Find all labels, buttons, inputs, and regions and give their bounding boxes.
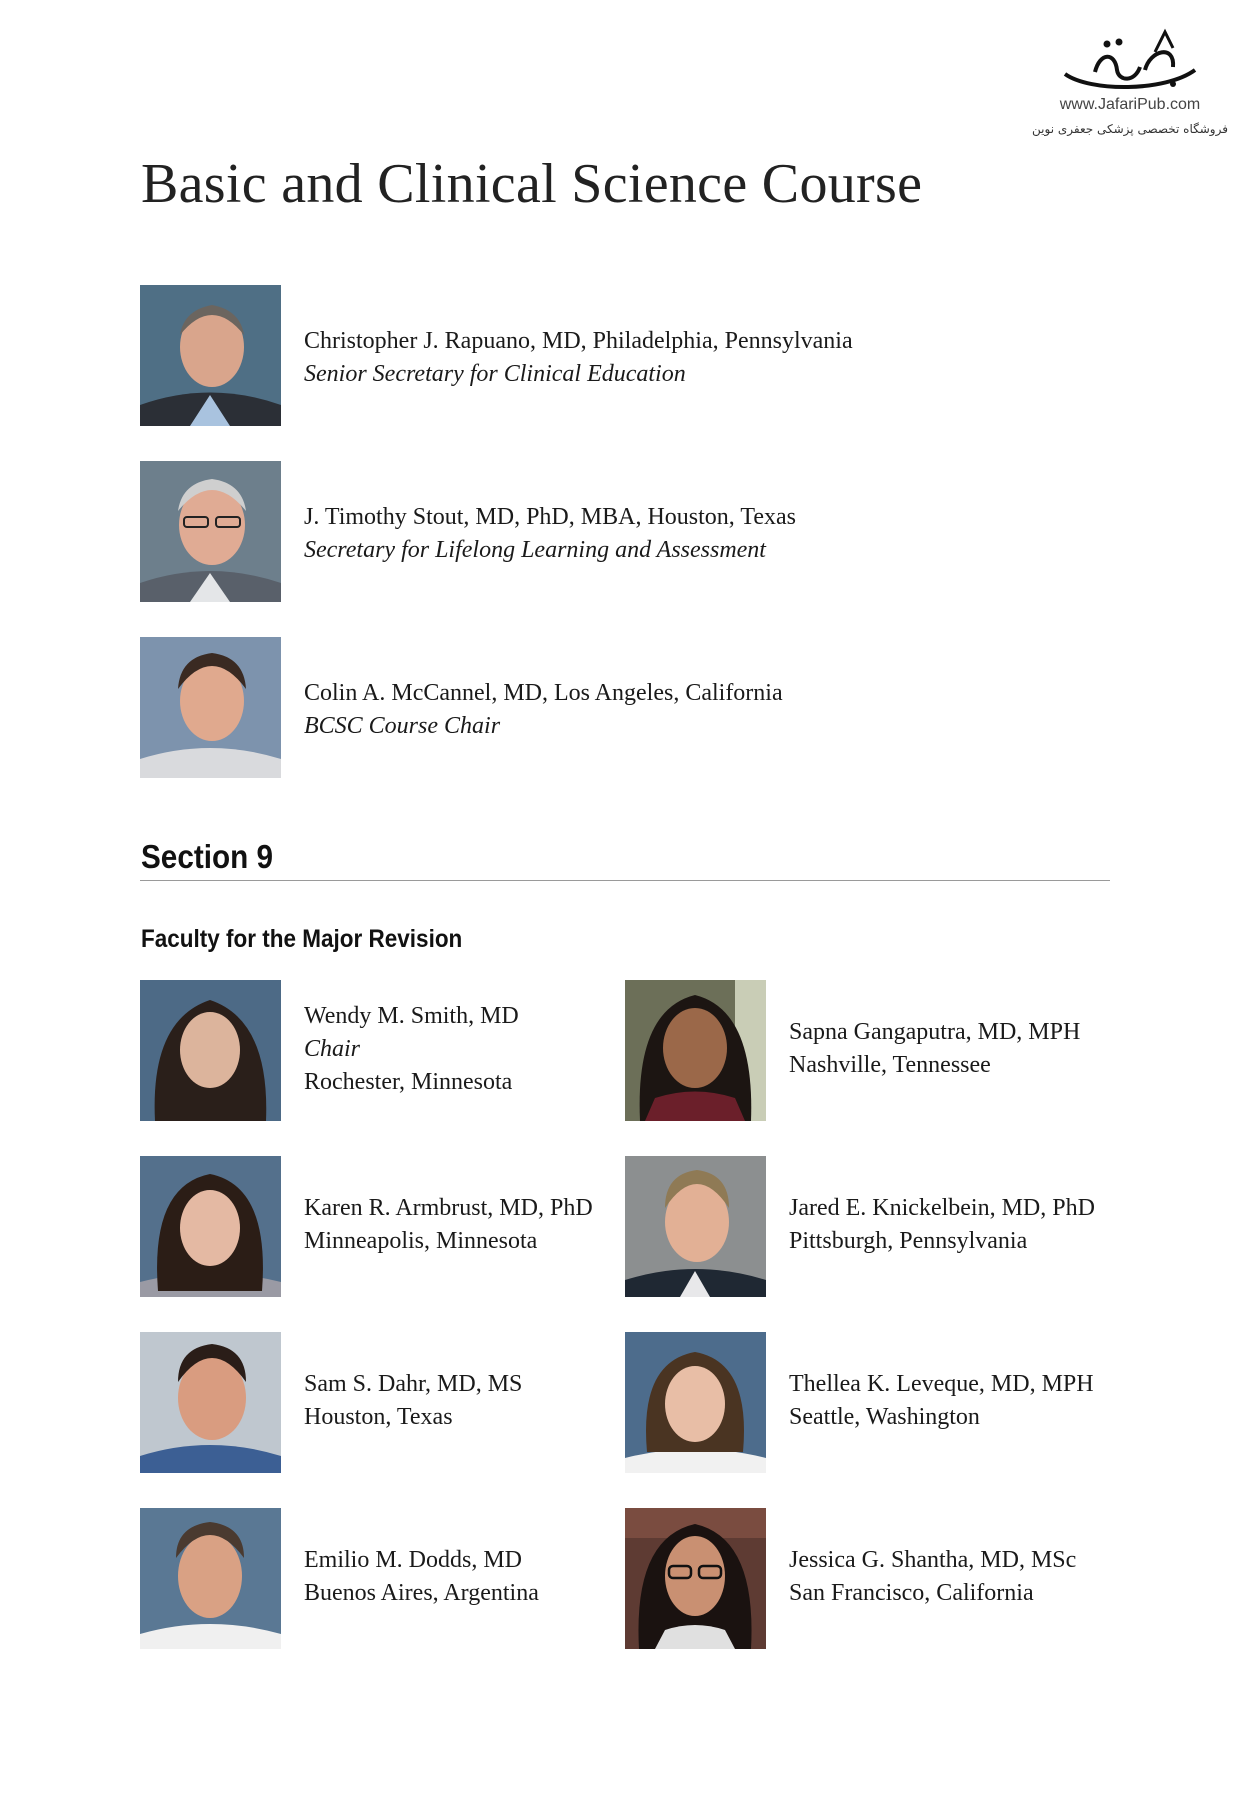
page-title: Basic and Clinical Science Course <box>141 153 923 215</box>
faculty-entry <box>625 1508 1115 1649</box>
leader-name: Colin A. McCannel, MD, Los Angeles, California <box>304 680 783 706</box>
leader-role: Senior Secretary for Clinical Education <box>304 361 686 387</box>
faculty-entry <box>625 1156 1115 1297</box>
faculty-role: Chair <box>304 1036 361 1062</box>
portrait-photo <box>140 285 281 426</box>
faculty-info <box>789 1368 1094 1434</box>
leader-role: Secretary for Lifelong Learning and Assessment <box>304 537 766 563</box>
faculty-info <box>304 1192 593 1258</box>
portrait-photo <box>140 1332 281 1473</box>
faculty-location: Houston, Texas <box>304 1404 453 1430</box>
faculty-location: Minneapolis, Minnesota <box>304 1228 538 1254</box>
faculty-location: Rochester, Minnesota <box>304 1069 513 1095</box>
section-heading: Section 9 <box>141 838 274 875</box>
faculty-name: Jared E. Knickelbein, MD, PhD <box>789 1195 1095 1221</box>
logo-url: www.JafariPub.com <box>1059 96 1201 113</box>
portrait-photo <box>625 980 766 1121</box>
faculty-location: San Francisco, California <box>789 1580 1034 1606</box>
faculty-info <box>789 1016 1080 1082</box>
leader-info <box>304 677 783 743</box>
logo-tagline: فروشگاه تخصصی پزشکی جعفری نوین <box>1032 122 1228 136</box>
portrait-photo <box>625 1332 766 1473</box>
portrait-photo <box>140 980 281 1121</box>
faculty-info <box>789 1192 1095 1258</box>
faculty-entry <box>625 1332 1115 1473</box>
faculty-name: Sam S. Dahr, MD, MS <box>304 1371 523 1397</box>
faculty-info <box>304 1000 519 1099</box>
faculty-name: Emilio M. Dodds, MD <box>304 1547 523 1573</box>
leader-entry <box>140 461 1040 602</box>
faculty-name: Karen R. Armbrust, MD, PhD <box>304 1195 593 1221</box>
faculty-subheading: Faculty for the Major Revision <box>141 925 463 953</box>
leader-info <box>304 325 853 391</box>
leader-entry <box>140 637 1040 778</box>
faculty-entry <box>140 1508 630 1649</box>
calligraphy-logo-icon <box>1055 22 1205 94</box>
faculty-entry <box>625 980 1115 1121</box>
faculty-name: Sapna Gangaputra, MD, MPH <box>789 1019 1081 1045</box>
faculty-location: Buenos Aires, Argentina <box>304 1580 539 1606</box>
faculty-location: Pittsburgh, Pennsylvania <box>789 1228 1028 1254</box>
leader-role: BCSC Course Chair <box>304 713 501 739</box>
portrait-photo <box>625 1156 766 1297</box>
faculty-name: Wendy M. Smith, MD <box>304 1003 519 1029</box>
faculty-location: Seattle, Washington <box>789 1404 980 1430</box>
portrait-photo <box>140 637 281 778</box>
faculty-entry <box>140 1156 630 1297</box>
leader-info <box>304 501 796 567</box>
faculty-info <box>789 1544 1076 1610</box>
portrait-photo <box>140 1156 281 1297</box>
faculty-info <box>304 1368 522 1434</box>
publisher-logo <box>1030 22 1230 136</box>
faculty-name: Jessica G. Shantha, MD, MSc <box>789 1547 1077 1573</box>
portrait-photo <box>140 1508 281 1649</box>
section-divider <box>140 880 1110 881</box>
faculty-entry <box>140 1332 630 1473</box>
faculty-entry <box>140 980 630 1121</box>
portrait-photo <box>140 461 281 602</box>
leader-entry <box>140 285 1040 426</box>
portrait-photo <box>625 1508 766 1649</box>
leader-name: Christopher J. Rapuano, MD, Philadelphia, Pennsylvania <box>304 328 853 354</box>
leader-name: J. Timothy Stout, MD, PhD, MBA, Houston, Texas <box>304 504 796 530</box>
faculty-location: Nashville, Tennessee <box>789 1052 991 1078</box>
faculty-name: Thellea K. Leveque, MD, MPH <box>789 1371 1094 1397</box>
faculty-info <box>304 1544 539 1610</box>
